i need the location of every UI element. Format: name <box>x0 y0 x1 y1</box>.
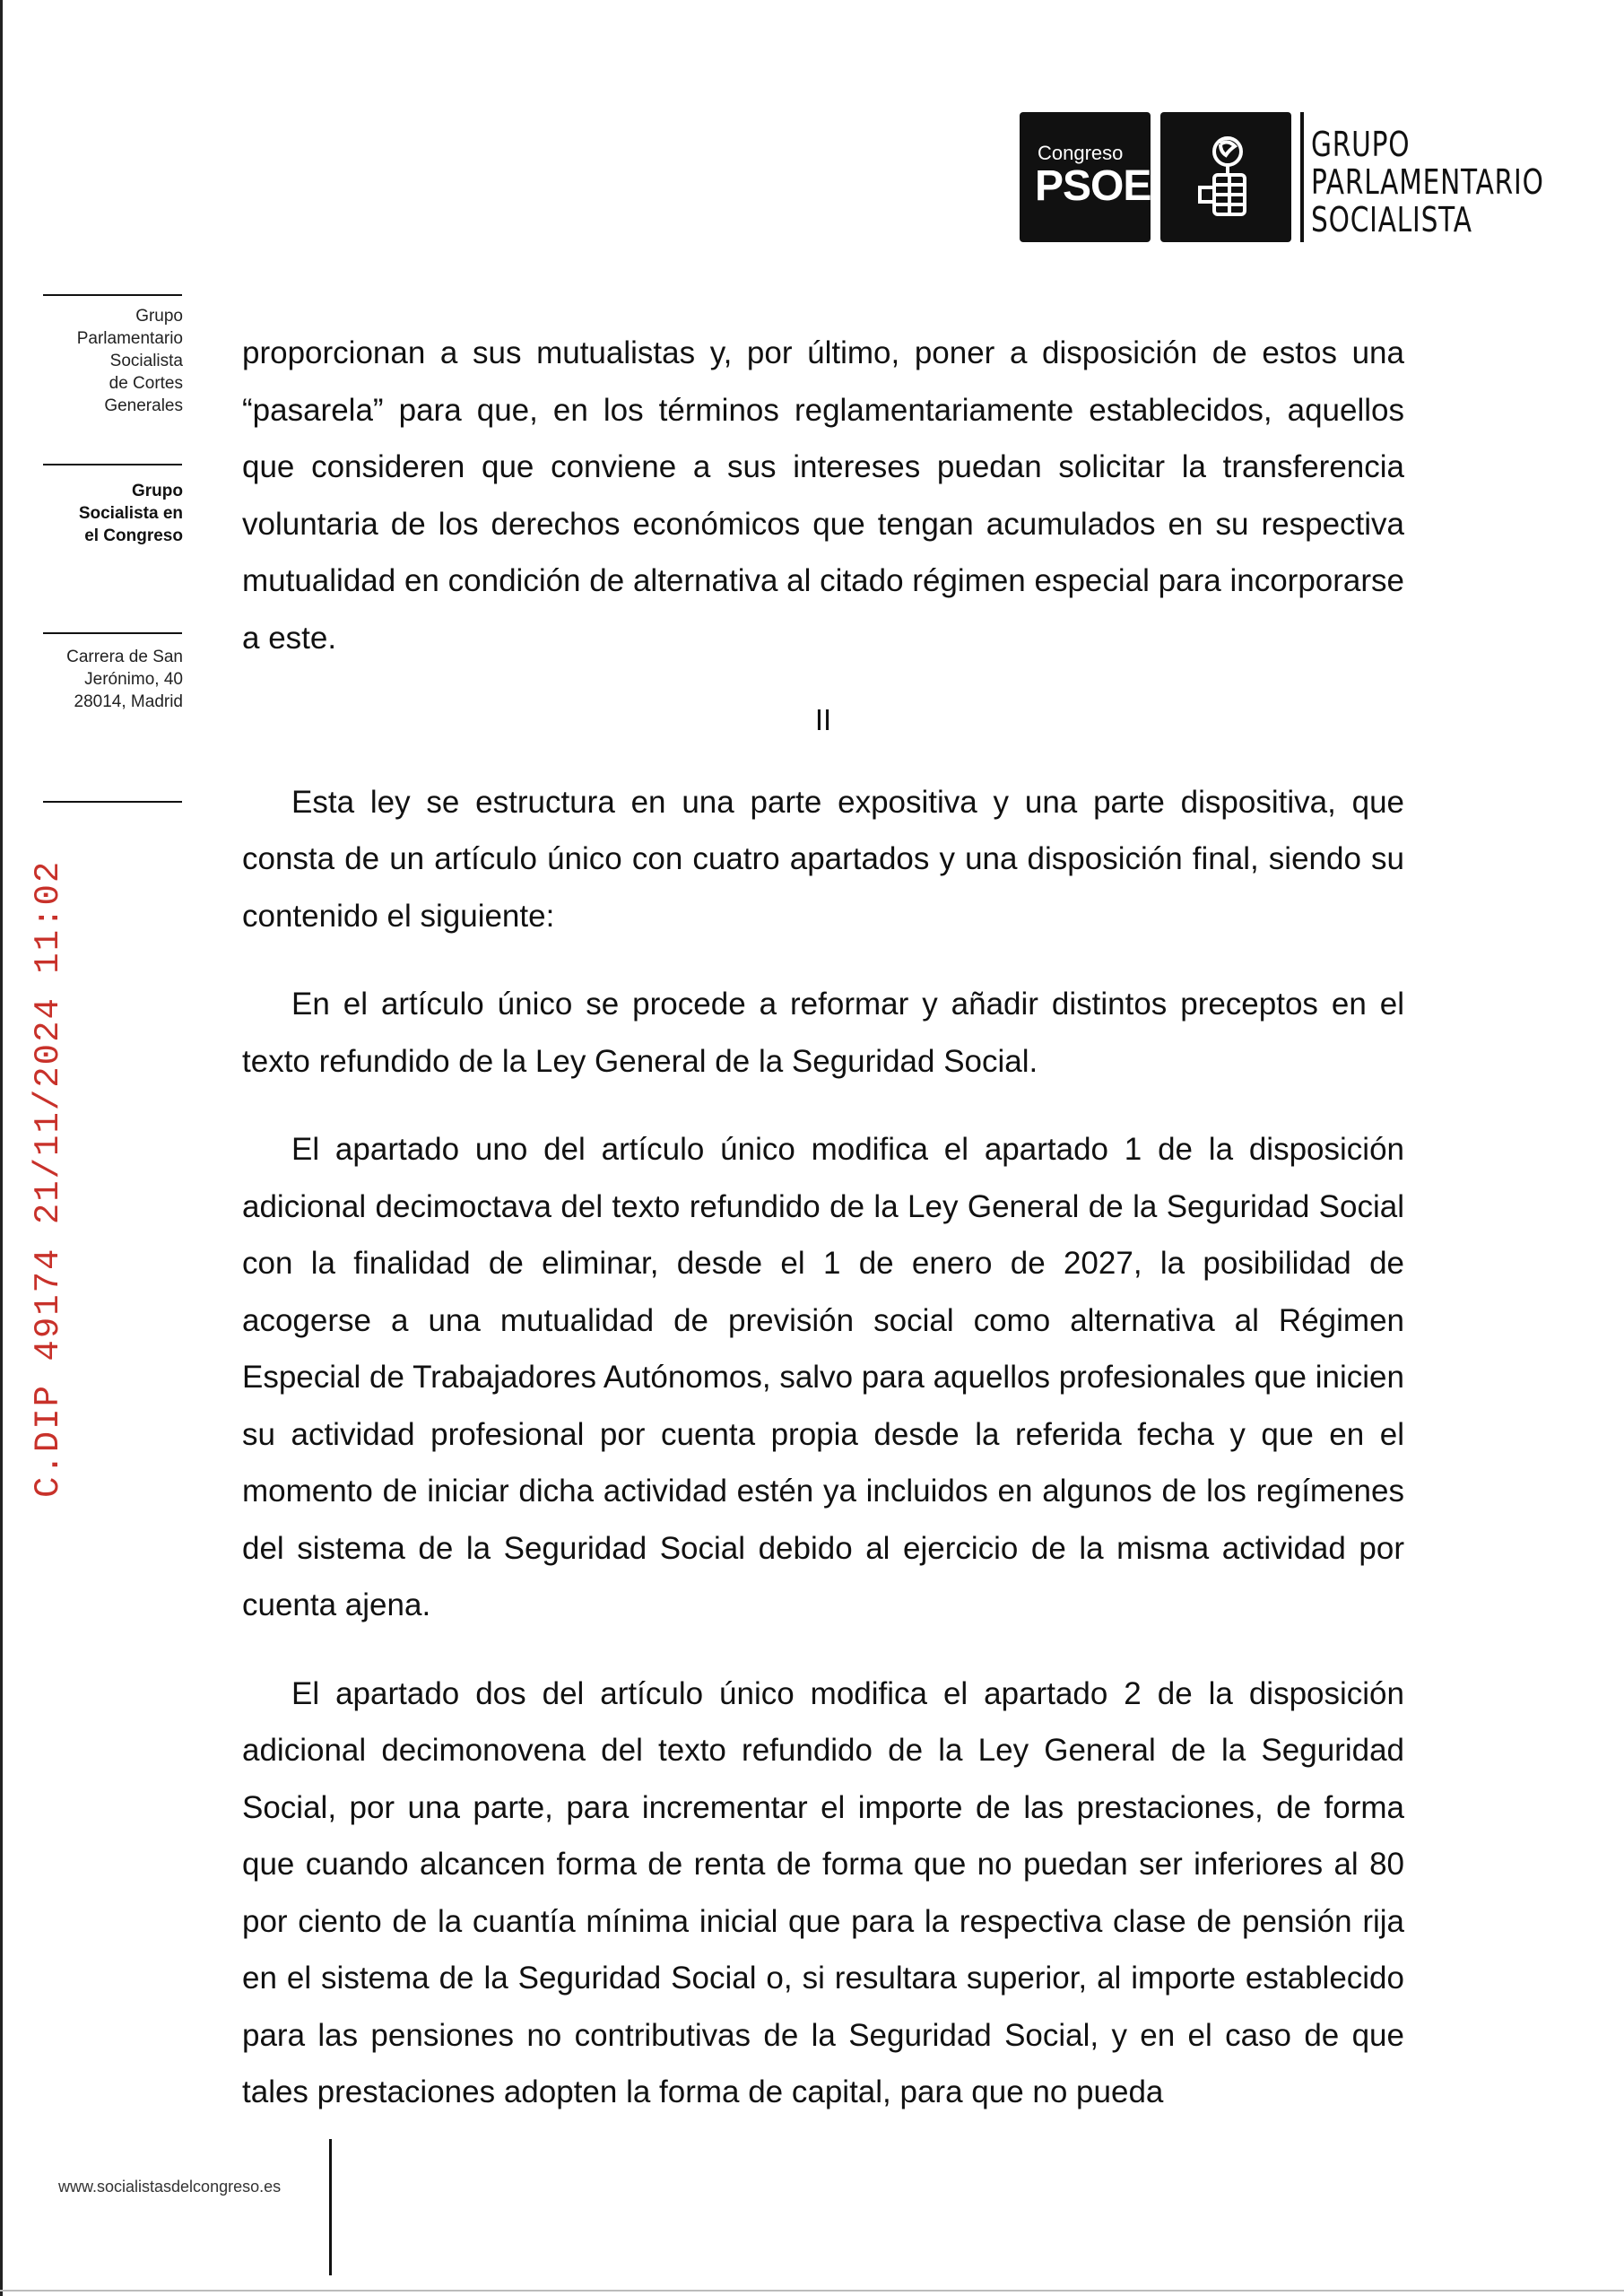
section-number: II <box>814 703 832 736</box>
registry-stamp: C.DIP 49174 21/11/2024 11:02 <box>29 859 68 1498</box>
page-edge-left <box>0 0 3 2296</box>
sidebar-group-cortes <box>77 305 183 417</box>
sidebar-rule <box>43 801 182 803</box>
sidebar-rule <box>43 632 182 634</box>
document-body <box>242 325 1404 2121</box>
psoe-congreso-logo <box>1020 112 1151 242</box>
group-name-line: SOCIALISTA <box>1311 200 1472 239</box>
sidebar-line: Jerónimo, 40 <box>84 670 183 689</box>
group-name <box>1311 126 1544 239</box>
sidebar-group-congreso <box>79 480 183 547</box>
body-paragraph: proporcionan a sus mutualistas y, por último, poner a disposición de estos una “pasarela” para que, en los términos reglamentariamente establecidos, aquellos que consideren que conviene a sus intereses puedan solicitar la transferencia voluntaria de los derechos económicos que tengan acumulados en su respectiva mutualidad en condición de alternativa al citado régimen especial para incorporarse a este. <box>242 335 1404 656</box>
footer-url: www.socialistasdelcongreso.es <box>58 2178 282 2196</box>
body-paragraph: Esta ley se estructura en una parte expositiva y una parte dispositiva, que consta de un artículo único con cuatro apartados y una disposición final, siendo su contenido el siguiente: <box>242 784 1404 934</box>
sidebar-line: Socialista <box>109 352 183 370</box>
sidebar-line: Carrera de San <box>66 648 183 666</box>
sidebar-line: el Congreso <box>84 526 183 545</box>
logo-big-text: PSOE <box>1035 162 1151 210</box>
sidebar-line: Grupo <box>135 307 183 326</box>
sidebar-address <box>66 646 183 713</box>
group-name-line: PARLAMENTARIO <box>1311 162 1544 202</box>
body-paragraph: En el artículo único se procede a reformar y añadir distintos preceptos en el texto refundido de la Ley General de la Seguridad Social. <box>242 987 1404 1079</box>
logo-small-text: Congreso <box>1038 142 1124 164</box>
sidebar-rule <box>43 464 182 465</box>
logo-divider <box>1300 112 1304 242</box>
sidebar-line: Parlamentario <box>76 329 183 348</box>
sidebar-line: Generales <box>104 396 183 415</box>
sidebar-rule <box>43 294 182 296</box>
body-paragraph: El apartado dos del artículo único modifica el apartado 2 de la disposición adicional decimonovena del texto refundido de la Ley General de la Seguridad Social, por una parte, para incrementar el importe de las prestaciones, de forma que cuando alcancen forma de renta de forma que no puedan ser inferiores al 80 por ciento de la cuantía mínima inicial que para la respectiva clase de pensión rija en el sistema de la Seguridad Social o, si resultara superior, al importe establecido para las pensiones no contributivas de la Seguridad Social, y en el caso de que tales prestaciones adopten la forma de capital, para que no pueda <box>242 1675 1404 2109</box>
rose-fist-icon <box>1187 132 1264 223</box>
sidebar-line: 28014, Madrid <box>74 692 183 711</box>
group-name-line: GRUPO <box>1311 125 1411 164</box>
body-paragraph: El apartado uno del artículo único modifica el apartado 1 de la disposición adicional decimoctava del texto refundido de la Ley General de la Seguridad Social con la finalidad de eliminar, desde el 1 de enero de 2027, la posibilidad de acogerse a una mutualidad de previsión social como alternativa al Régimen Especial de Trabajadores Autónomos, salvo para aquellos profesionales que inicien su actividad profesional por cuenta propia desde la referida fecha y que en el momento de iniciar dicha actividad estén ya incluidos en algunos de los regímenes del sistema de la Seguridad Social debido al ejercicio de la misma actividad por cuenta ajena. <box>242 1132 1404 1622</box>
page-edge-bottom <box>0 2290 1624 2292</box>
sidebar-line: de Cortes <box>109 374 183 393</box>
footer-divider <box>329 2139 332 2275</box>
rose-fist-logo <box>1160 112 1291 242</box>
sidebar-line: Socialista en <box>78 504 183 523</box>
sidebar-line: Grupo <box>132 482 183 500</box>
